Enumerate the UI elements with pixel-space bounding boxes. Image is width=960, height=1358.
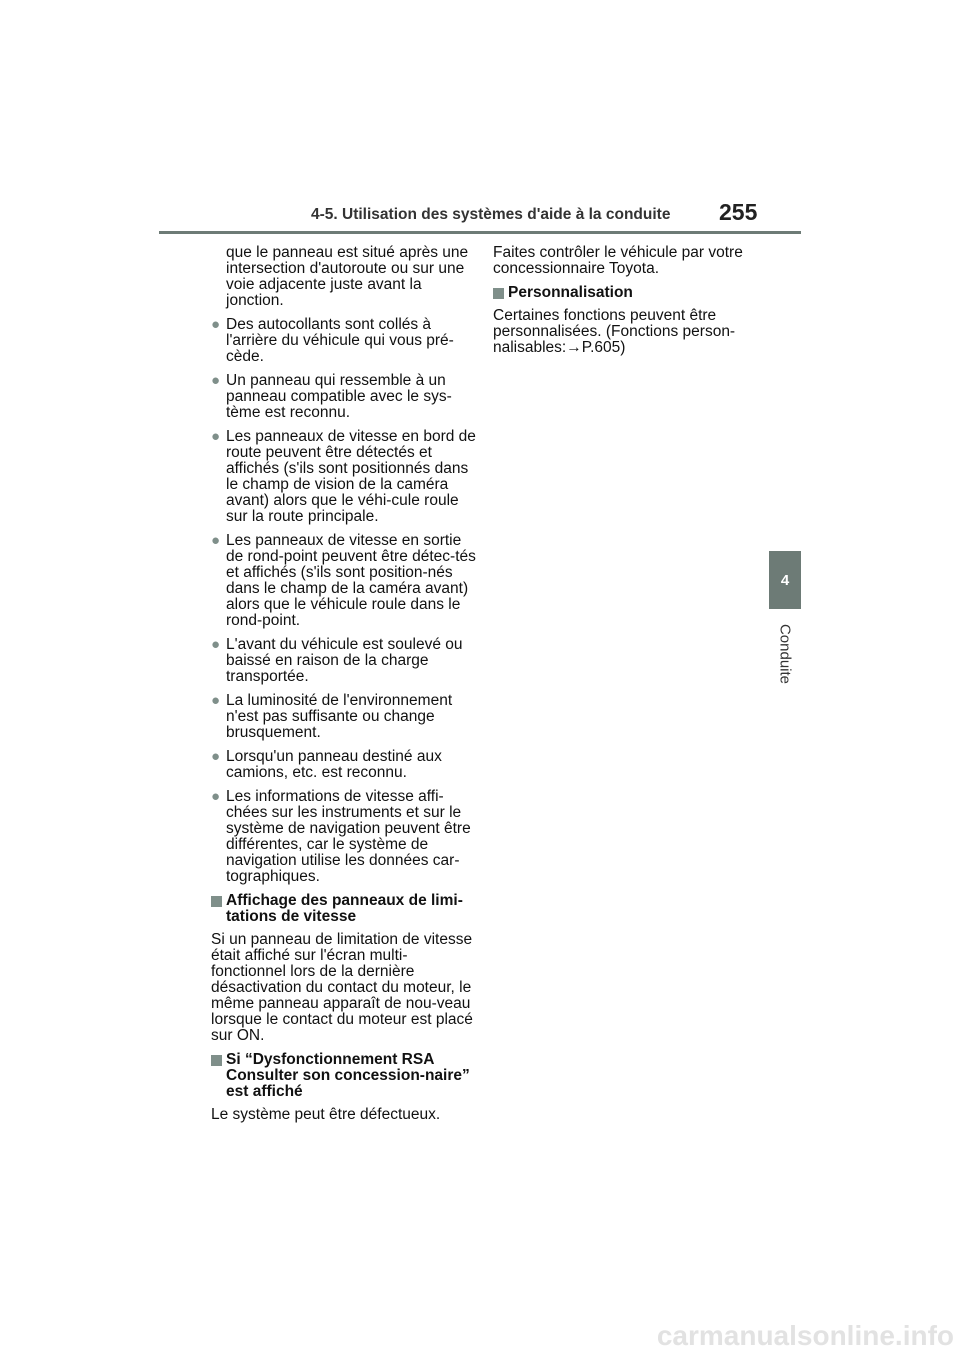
chapter-label: Conduite — [776, 623, 794, 685]
bullet-text: L'avant du véhicule est soulevé ou baissé en raison de la charge transportée. — [226, 636, 463, 685]
bullet-dot-icon: ● — [211, 532, 221, 549]
bullet-item — [211, 789, 481, 885]
watermark: carmanualsonline.info — [656, 1320, 954, 1351]
intro-continuation: que le panneau est situé après une intersection d'autoroute ou sur une voie adjacente juste avant la jonction. — [226, 244, 469, 309]
chapter-tab: 4 — [769, 551, 801, 609]
bullet-dot-icon: ● — [211, 372, 221, 389]
bullet-dot-icon: ● — [211, 788, 221, 805]
bullet-text: Lorsqu'un panneau destiné aux camions, etc. est reconnu. — [226, 748, 442, 781]
section-body-personalisation: Certaines fonctions peuvent être personnalisées. (Fonctions person-nalisables:→P.605) — [493, 307, 736, 356]
section-heading-malfunction — [211, 1052, 481, 1100]
square-bullet-icon — [493, 288, 504, 299]
continuation-text: Faites contrôler le véhicule par votre concessionnaire Toyota. — [493, 244, 743, 277]
bullet-dot-icon: ● — [211, 316, 221, 333]
bullet-dot-icon: ● — [211, 428, 221, 445]
bullet-item — [211, 533, 481, 629]
page-number: 255 — [719, 199, 758, 225]
section-heading-speed-limit-display — [211, 893, 481, 925]
header-rule — [159, 231, 801, 234]
bullet-item — [211, 693, 481, 741]
bullet-dot-icon: ● — [211, 636, 221, 653]
bullet-text: Des autocollants sont collés à l'arrière du véhicule qui vous pré-cède. — [226, 316, 454, 365]
bullet-text: Les panneaux de vitesse en sortie de rond-point peuvent être détec-tés et affichés (s'ils sont position-nés dans le champ de la caméra avant) alors que le véhicule roule dans le rond-point. — [226, 532, 476, 629]
right-column — [493, 245, 763, 364]
bullet-text: Les panneaux de vitesse en bord de route peuvent être détectés et affichés (s'ils sont positionnés dans le champ de vision de la caméra avant) alors que le véhi-cule roule sur la route principale. — [226, 428, 476, 525]
bullet-item — [211, 637, 481, 685]
section-body-speed-limit-display: Si un panneau de limitation de vitesse était affiché sur l'écran multi-fonctionnel lors de la dernière désactivation du contact du moteur, le même panneau apparaît de nou-veau lorsque le contact du moteur est placé sur ON. — [211, 931, 473, 1044]
square-bullet-icon — [211, 896, 222, 907]
section-title: 4-5. Utilisation des systèmes d'aide à la conduite — [311, 206, 671, 223]
bullet-text: La luminosité de l'environnement n'est pas suffisante ou change brusquement. — [226, 692, 453, 741]
bullet-dot-icon: ● — [211, 748, 221, 765]
heading-text: Affichage des panneaux de limi-tations de vitesse — [226, 892, 463, 925]
bullet-item — [211, 429, 481, 525]
bullet-item — [211, 317, 481, 365]
bullet-dot-icon: ● — [211, 692, 221, 709]
square-bullet-icon — [211, 1055, 222, 1066]
heading-text: Si “Dysfonctionnement RSA Consulter son concession-naire” est affiché — [226, 1051, 470, 1100]
bullet-item — [211, 373, 481, 421]
heading-text: Personnalisation — [508, 284, 633, 301]
bullet-item — [211, 749, 481, 781]
bullet-text: Les informations de vitesse affi-chées sur les instruments et sur le système de navigation peuvent être différentes, car le système de navigation utilise les données car-tographiques. — [226, 788, 471, 885]
left-column — [211, 245, 481, 1131]
section-body-malfunction: Le système peut être défectueux. — [211, 1106, 441, 1123]
bullet-text: Un panneau qui ressemble à un panneau compatible avec le sys-tème est reconnu. — [226, 372, 452, 421]
section-heading-personalisation — [493, 285, 763, 301]
